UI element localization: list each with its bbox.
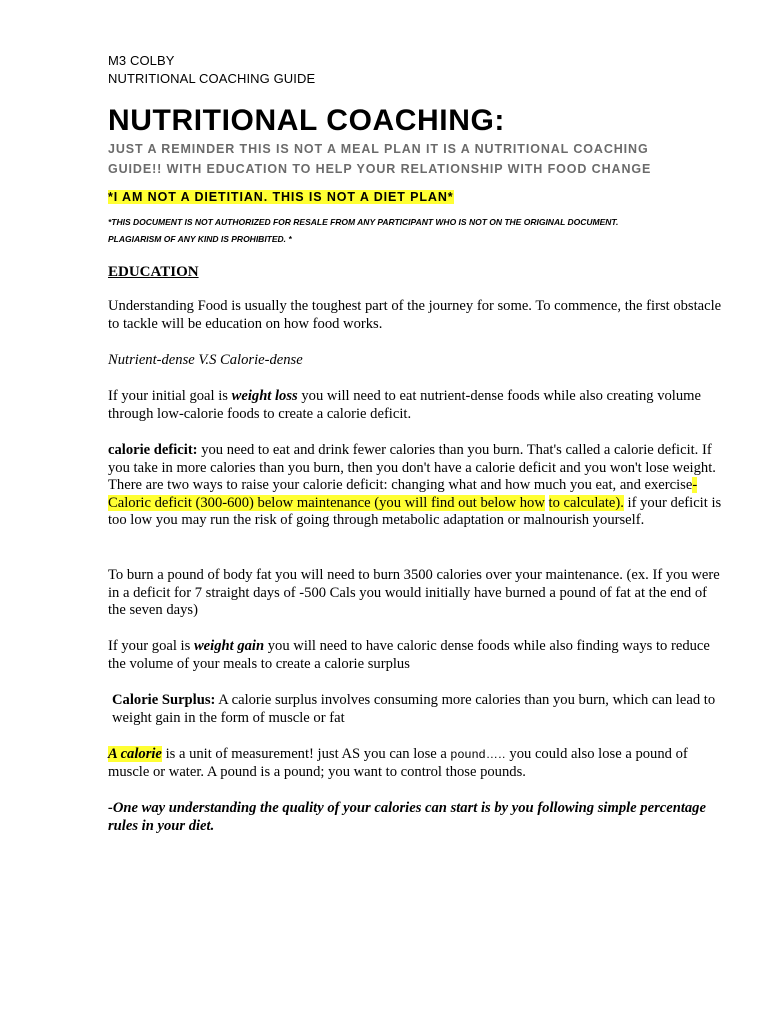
education-heading: EDUCATION bbox=[108, 264, 199, 280]
a-calorie-term: A calorie bbox=[108, 746, 162, 762]
disclaimer bbox=[108, 214, 728, 248]
weight-gain-term: weight gain bbox=[193, 638, 265, 654]
caloric-deficit-highlight: -Caloric deficit (300-600) below maintenance (you will find out below how bbox=[108, 477, 698, 511]
weight-loss-text-post: you will need to eat nutrient-dense foods while also creating volume through low-calorie foods to create a calorie deficit. bbox=[108, 388, 701, 422]
calorie-surplus-paragraph bbox=[112, 692, 732, 727]
a-calorie-text-1: is a unit of measurement! just AS you can lose a bbox=[161, 746, 451, 762]
weight-loss-text-pre: If your initial goal is bbox=[108, 388, 232, 404]
subtitle-line-2: GUIDE!! WITH EDUCATION TO HELP YOUR RELATIONSHIP WITH FOOD CHANGE bbox=[108, 162, 652, 176]
weight-gain-text-pre: If your goal is bbox=[108, 638, 194, 654]
header-author: M3 COLBY bbox=[108, 53, 175, 68]
nutrient-dense-subheading: Nutrient-dense V.S Calorie-dense bbox=[108, 352, 303, 368]
weight-loss-term: weight loss bbox=[231, 388, 298, 404]
calorie-surplus-text: A calorie surplus involves consuming more calories than you burn, which can lead to weight gain in the form of muscle or fat bbox=[112, 692, 716, 726]
calorie-deficit-text: you need to eat and drink fewer calories than you burn. That's called a calorie deficit. If you take in more calories than you burn, then you don't have a calorie deficit and you won't lose weight. There are two ways to raise your calorie deficit: changing what and how much you eat, and exercise bbox=[108, 442, 716, 494]
weight-gain-paragraph bbox=[108, 638, 728, 673]
calculate-highlight: to calculate). bbox=[548, 494, 624, 511]
subtitle-line-1: JUST A REMINDER THIS IS NOT A MEAL PLAN IT IS A NUTRITIONAL COACHING bbox=[108, 142, 649, 156]
disclaimer-line-2: PLAGIARISM OF ANY KIND IS PROHIBITED. * bbox=[108, 234, 292, 244]
page-title: NUTRITIONAL COACHING: bbox=[108, 104, 506, 137]
disclaimer-line-1: *THIS DOCUMENT IS NOT AUTHORIZED FOR RESALE FROM ANY PARTICIPANT WHO IS NOT ON THE ORIGINAL DOCUMENT. bbox=[108, 217, 619, 227]
dietitian-notice bbox=[108, 187, 728, 207]
education-intro: Understanding Food is usually the toughest part of the journey for some. To commence, the first obstacle to tackle will be education on how food works. bbox=[108, 298, 722, 332]
dietitian-notice-text: *I AM NOT A DIETITIAN. THIS IS NOT A DIET PLAN* bbox=[108, 190, 454, 204]
subtitle bbox=[108, 139, 728, 179]
pound-of-fat-paragraph: To burn a pound of body fat you will need to burn 3500 calories over your maintenance. (ex. If you were in a deficit for 7 straight days of -500 Cals you would initially have burned a pound of fat at the end of the seven days) bbox=[108, 567, 720, 619]
a-calorie-paragraph bbox=[108, 746, 728, 781]
calorie-deficit-paragraph bbox=[108, 442, 728, 530]
closing-paragraph: -One way understanding the quality of your calories can start is by you following simple percentage rules in your diet. bbox=[108, 800, 706, 834]
calorie-surplus-term: Calorie Surplus: bbox=[112, 692, 216, 708]
highlight-gap bbox=[545, 495, 549, 511]
weight-gain-text-post: you will need to have caloric dense foods while also finding ways to reduce the volume of your meals to create a calorie surplus bbox=[108, 638, 710, 672]
weight-loss-paragraph bbox=[108, 388, 728, 423]
calorie-deficit-tail: if your deficit is too low you may run the risk of going through metabolic adaptation or malnourish yourself. bbox=[108, 494, 722, 529]
document-header bbox=[108, 52, 728, 88]
calorie-deficit-term: calorie deficit: bbox=[108, 442, 198, 458]
pound-dotted-text: pound….. bbox=[450, 747, 506, 761]
header-guide-name: NUTRITIONAL COACHING GUIDE bbox=[108, 71, 316, 86]
a-calorie-text-2: you could also lose a pound of muscle or water. A pound is a pound; you want to control those pounds. bbox=[108, 746, 688, 780]
